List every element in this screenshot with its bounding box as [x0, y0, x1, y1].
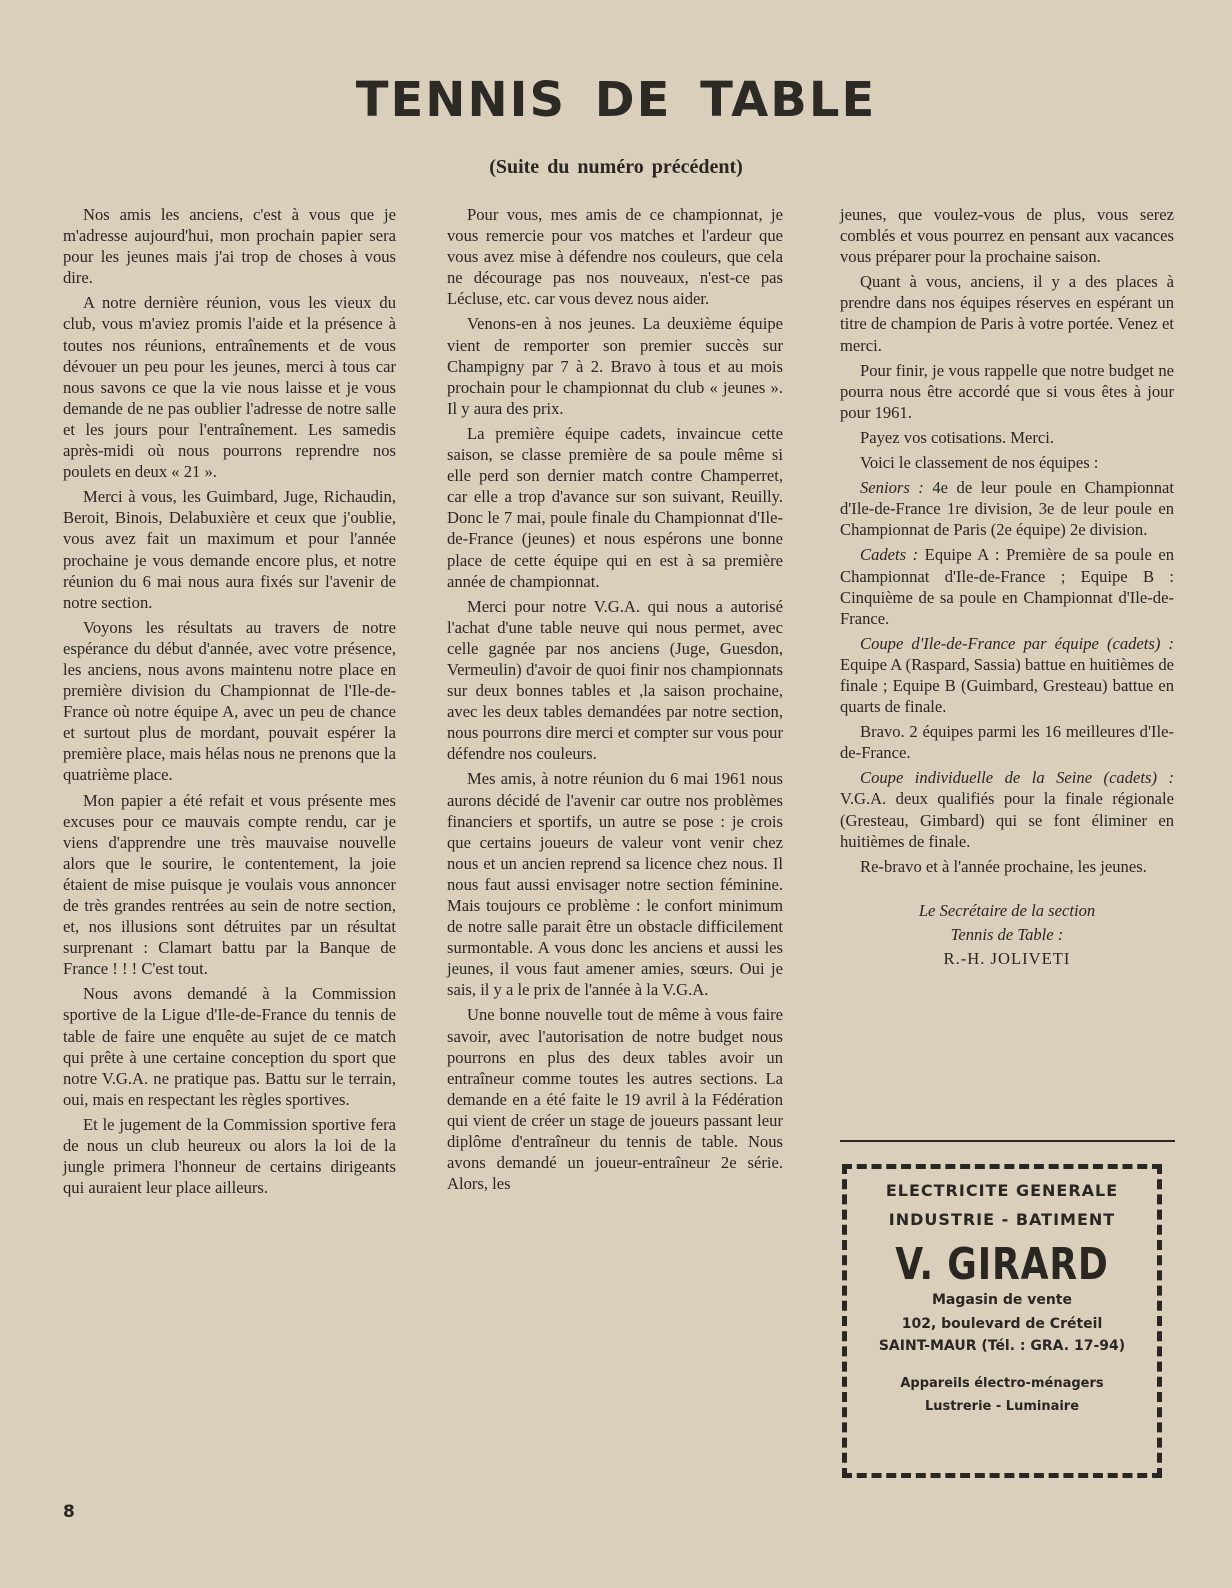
article-column-1 [63, 204, 396, 1202]
paragraph: Une bonne nouvelle tout de même à vous faire savoir, avec l'autorisation de notre budget nous pourrons en plus des deux tables avoir un entraîneur comme toutes les autres sections. La demande en a été faite le 19 avril à la Fédération qui vient de créer un stage de joueurs passant leur diplôme d'entraîneur du tennis de table. Nous avons demandé un joueur-entraîneur 2e série. Alors, les [447, 1005, 783, 1194]
ad-line: Magasin de vente [932, 1292, 1072, 1308]
paragraph: Nous avons demandé à la Commission sportive de la Ligue d'Ile-de-France du tennis de table de faire une enquête au sujet de ce match qui prête à une certaine conception du sport que notre V.G.A. ne pratique pas. Battu sur le terrain, oui, mais en respectant les règles sportives. [63, 984, 396, 1109]
signature-block [840, 899, 1174, 971]
ranking-text: V.G.A. deux qualifiés pour la finale régionale (Gresteau, Gimbard) qui se font éliminer en huitièmes de finale. [840, 789, 1174, 851]
paragraph: Voyons les résultats au travers de notre espérance du début d'année, avec votre présence, les anciens, nous avons maintenu notre place en première division du Championnat de l'Ile-de-France où notre équipe A, avec un peu de chance et surtout plus de mordant, pouvait espérer la première place, mais hélas nous ne prenons que la quatrième place. [63, 617, 396, 785]
paragraph: Merci à vous, les Guimbard, Juge, Richaudin, Beroit, Binois, Delabuxière et ceux que j'oublie, vous avez fait un maximum et pour l'année prochaine je vous demande encore plus, et notre réunion du 6 mai nous aura fixés sur l'avenir de notre section. [63, 487, 396, 612]
page-title: TENNIS DE TABLE [355, 72, 877, 128]
paragraph: jeunes, que voulez-vous de plus, vous serez comblés et vous pourrez en pensant aux vacances vous préparer pour la prochaine saison. [840, 205, 1174, 267]
signature-name: R.-H. JOLIVETI [943, 948, 1071, 968]
paragraph: La première équipe cadets, invaincue cette saison, se classe première de sa poule même si elle perd son dernier match contre Champerret, car elle a trop d'avance sur son suivant, Reuilly. Donc le 7 mai, poule finale du Championnat d'Ile-de-France (jeunes) et nous espérons une bonne place de cette équipe qui en est à sa première année de championnat. [447, 423, 783, 591]
paragraph: Bravo. 2 équipes parmi les 16 meilleures d'Ile-de-France. [840, 722, 1174, 763]
signature-line: Le Secrétaire de la section [918, 900, 1096, 920]
ranking-label: Coupe d'Ile-de-France par équipe (cadets) : [860, 633, 1174, 653]
article-column-2 [447, 204, 783, 1198]
paragraph: Et le jugement de la Commission sportive fera de nous un club heureux ou alors la loi de la jungle primera l'honneur de certains dirigeants qui auraient leur place ailleurs. [63, 1114, 396, 1198]
paragraph: Pour vous, mes amis de ce championnat, je vous remercie pour vos matches et l'ardeur que vous avez mise à défendre nos couleurs, que cela ne décourage pas nos nouveaux, n'est-ce pas Lécluse, etc. car vous devez nous aider. [447, 205, 783, 309]
page-subtitle: (Suite du numéro précédent) [489, 156, 743, 178]
paragraph: Merci pour notre V.G.A. qui nous a autorisé l'achat d'une table neuve qui nous permet, avec celle gagnée par nos anciens (Juge, Guesdon, Vermeulin) d'avoir de quoi finir nos championnats sur deux bonnes tables et ,la saison prochaine, avec les deux tables demandées par notre section, nous pourrons dire merci et compter sur vous pour défendre nos couleurs. [447, 596, 783, 764]
ranking-coupe [840, 633, 1174, 717]
advertisement-box [842, 1164, 1162, 1478]
ranking-cadets [840, 544, 1174, 628]
ad-address: 102, boulevard de Créteil [901, 1316, 1103, 1332]
page-number: 8 [63, 1502, 75, 1522]
paragraph: Mes amis, à notre réunion du 6 mai 1961 nous aurons décidé de l'avenir car outre nos problèmes financiers et sportifs, un autre se pose : je crois que certains joueurs de valeur vont venir chez nous et un ancien reprend sa licence chez nous. Il nous faut aussi envisager notre section féminine. Mais toujours ce problème : le confort minimum de notre salle parait être un obstacle difficilement surmontable. A vous donc les anciens et aussi les jeunes, il vous faut amener amies, sœurs. Oui je sais, il y a le prix de l'année à la V.G.A. [447, 769, 783, 1000]
ranking-seine [840, 767, 1174, 851]
ad-line: Appareils électro-ménagers [900, 1376, 1104, 1391]
paragraph: Pour finir, je vous rappelle que notre budget ne pourra nous être accordé que si vous êtes à jour pour 1961. [840, 360, 1174, 422]
ad-line: Lustrerie - Luminaire [924, 1399, 1080, 1414]
paragraph: Payez vos cotisations. Merci. [860, 427, 1055, 447]
ranking-text: 4e de leur poule en Championnat d'Ile-de-France 1re division, 3e de leur poule en Championnat de Paris (2e équipe) 2e division. [840, 478, 1174, 540]
paragraph: Mon papier a été refait et vous présente mes excuses pour ce mauvais compte rendu, car je viens d'apprendre une très mauvaise nouvelle alors que le sourire, le contentement, la joie étaient de mise puisque je voulais vous annoncer de très grandes rentrées au sein de notre section, et, nos illusions sont détruites par un résultat surprenant : Clamart battu par la Banque de France ! ! ! C'est tout. [63, 790, 396, 979]
article-column-3 [840, 204, 1174, 971]
paragraph: Venons-en à nos jeunes. La deuxième équipe vient de remporter son premier succès sur Champigny par 7 à 2. Bravo à tous et au mois prochain pour le championnat du club « jeunes ». Il y aura des prix. [447, 314, 783, 418]
ranking-label: Seniors : [860, 478, 924, 498]
paragraph: Nos amis les anciens, c'est à vous que je m'adresse aujourd'hui, mon prochain papier sera pour les jeunes mais j'ai trop de choses à vous dire. [63, 205, 396, 288]
signature-line: Tennis de Table : [950, 924, 1064, 944]
paragraph: Voici le classement de nos équipes : [860, 453, 1099, 473]
ad-line: ELECTRICITE GENERALE [885, 1181, 1119, 1200]
ad-line: INDUSTRIE - BATIMENT [888, 1210, 1116, 1229]
ranking-text: Equipe A : Première de sa poule en Championnat d'Ile-de-France ; Equipe B : Cinquième de sa poule en Championnat d'Ile-de-France. [840, 545, 1174, 628]
paragraph: Quant à vous, anciens, il y a des places à prendre dans nos équipes réserves en espérant un titre de champion de Paris à votre portée. Venez et merci. [840, 272, 1174, 355]
ranking-text: Equipe A (Raspard, Sassia) battue en huitièmes de finale ; Equipe B (Guimbard, Gresteau) battue en quarts de finale. [840, 654, 1174, 717]
ranking-label: Coupe individuelle de la Seine (cadets) : [860, 768, 1174, 788]
ranking-seniors [840, 477, 1174, 540]
ranking-label: Cadets : [860, 545, 919, 565]
paragraph: A notre dernière réunion, vous les vieux du club, vous m'aviez promis l'aide et la présence à toutes nos réunions, entraînements et de vous dévouer un peu pour les jeunes, merci à tous car nous savons ce que la vie nous laisse et je vous demande de ne pas oublier l'adresse de notre salle et les jours pour l'entraînement. Les samedis après-midi où nous pourrons reprendre nos poulets en deux « 21 ». [63, 293, 396, 482]
paragraph: Re-bravo et à l'année prochaine, les jeunes. [860, 856, 1147, 876]
ad-business-name: V. GIRARD [895, 1239, 1109, 1290]
divider [840, 1140, 1175, 1142]
ad-phone: SAINT-MAUR (Tél. : GRA. 17-94) [878, 1338, 1126, 1354]
